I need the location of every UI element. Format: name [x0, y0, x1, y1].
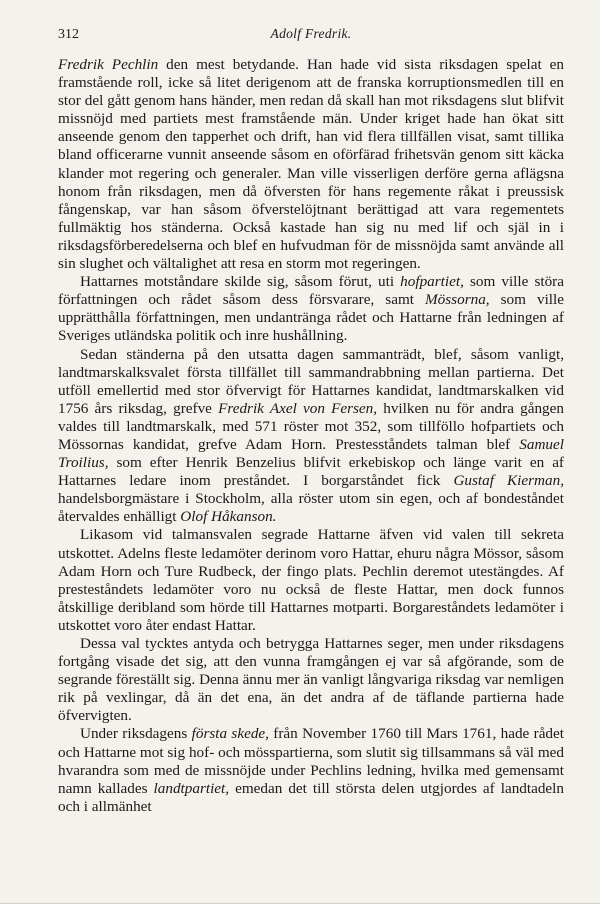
text-run: Under riksdagens [80, 725, 192, 743]
text-run: den mest betydande. Han hade vid sista riksdagen spelat en framstående roll, icke så litet derigenom att de franska korruptionsmedlen till en stor del gått genom hans händer, men redan då skall han mot riksdagens slut blifvit missnöjd med partiets mest framstående män. Under kriget hade han ökat sitt anseende genom den tapperhet och drift, han vid flera tillfällen visat, samt tillika bland officerarne vunnit anseende såsom en oförfärad frihetsvän genom sitt käcka klander mot regering och generaler. Man ville visserligen derföre gerna aflägsna honom från riksdagen, men då öfversten för hans regemente råkat i preussisk fångenskap, var han såsom öfverstelöjtnant berättigad att vara regementets fullmäktig hos ständerna. Också kastade han sig nu med lif och själ in i riksdagsförberedelserna och blef en hufvudman för de missnöjda samt använde all sin slughet och vältalighet att resa en storm mot regeringen. [58, 56, 564, 273]
italic-run: första skede, [191, 725, 269, 743]
text-run: från November 1760 till Mars 1761, hade rådet och Hattarne mot sig hof- och mösspartierna, som slutit sig tillsammans så väl med hvarandra som med de missnöjde under Pechlins ledning, hvilka med gemensamt namn kallades [58, 725, 564, 797]
running-title: Adolf Fredrik. [270, 26, 352, 41]
italic-run: hofpartiet, [400, 273, 464, 291]
paragraph [58, 346, 564, 527]
text-run: som ville upprätthålla författningen, men undantränga rådet och Hattarne från ledningen af Sveriges utländska politik och inre hushållning. [58, 291, 564, 345]
paragraph [58, 635, 564, 725]
italic-run: Gustaf Kierman, [453, 472, 564, 490]
text-run: Likasom vid talmansvalen segrade Hattarne äfven vid valen till sekreta utskottet. Adelns fleste ledamöter derinom voro Hattar, ehuru några Mössor, såsom Adam Horn och Ture Rudbeck, der fingo plats. Pechlin deremot utestängdes. Af presteståndets ledamöter voro nu också de fleste Hattar, men dock funnos åtskillige deribland som hörde till Hattarnes motparti. Borgareståndets ledamöter i utskottet voro åter endast Hattar. [58, 526, 564, 634]
text-run: Sedan ständerna på den utsatta dagen sammanträdt, blef, såsom vanligt, landtmarskalksvalet första tillfället till sammandrabbning mellan partierna. Det utföll emellertid med stor öfvervigt för Hattarnes kandidat, landtmarskalken vid 1756 års riksdag, grefve [58, 345, 564, 417]
italic-run: Samuel Troilius, [58, 435, 564, 472]
italic-run: landtpartiet, [153, 779, 230, 797]
italic-run: Fredrik Axel von Fersen, [218, 399, 378, 417]
italic-run: Olof Håkanson. [180, 508, 277, 526]
text-run: som ville störa författningen och rådet såsom dess försvarare, samt [58, 273, 564, 309]
text-run: som efter Henrik Benzelius blifvit erkebiskop och länge varit en af Hattarnes ledare inom preståndet. I borgarståndet fick [58, 454, 564, 490]
text-run: Hattarnes motståndare skilde sig, såsom förut, uti [80, 273, 401, 291]
page-header [58, 26, 564, 50]
text-run: Dessa val tycktes antyda och betrygga Hattarnes seger, men under riksdagens fortgång visade det sig, att den vunna framgången ej var så afgörande, som de segrande föreställt sig. Denna ännu mer än vanligt långvariga riksdag var nemligen rik på vexlingar, då än det ena, än det andra af de täflande partierna hade öfvervigten. [58, 635, 564, 725]
paragraph [58, 526, 564, 635]
page-number: 312 [58, 27, 79, 42]
text-run: handelsborgmästare i Stockholm, alla röster utom sin egen, och af bondeståndet återvaldes enhälligt [58, 490, 564, 526]
italic-run: Mössorna, [425, 291, 490, 309]
text-run: hvilken nu för andra gången valdes till landtmarskalk, med 571 röster mot 352, som tillföllo hofpartiets och Mössornas kandidat, grefve Adam Horn. Prestesståndets talman blef [58, 399, 564, 453]
paragraph [58, 725, 564, 815]
paragraph [58, 56, 564, 273]
body-text [58, 56, 564, 816]
text-run: emedan det till största delen utgjordes af landtadeln och i allmänhet [58, 779, 564, 815]
italic-run: Fredrik Pechlin [58, 56, 159, 73]
paragraph [58, 273, 564, 345]
